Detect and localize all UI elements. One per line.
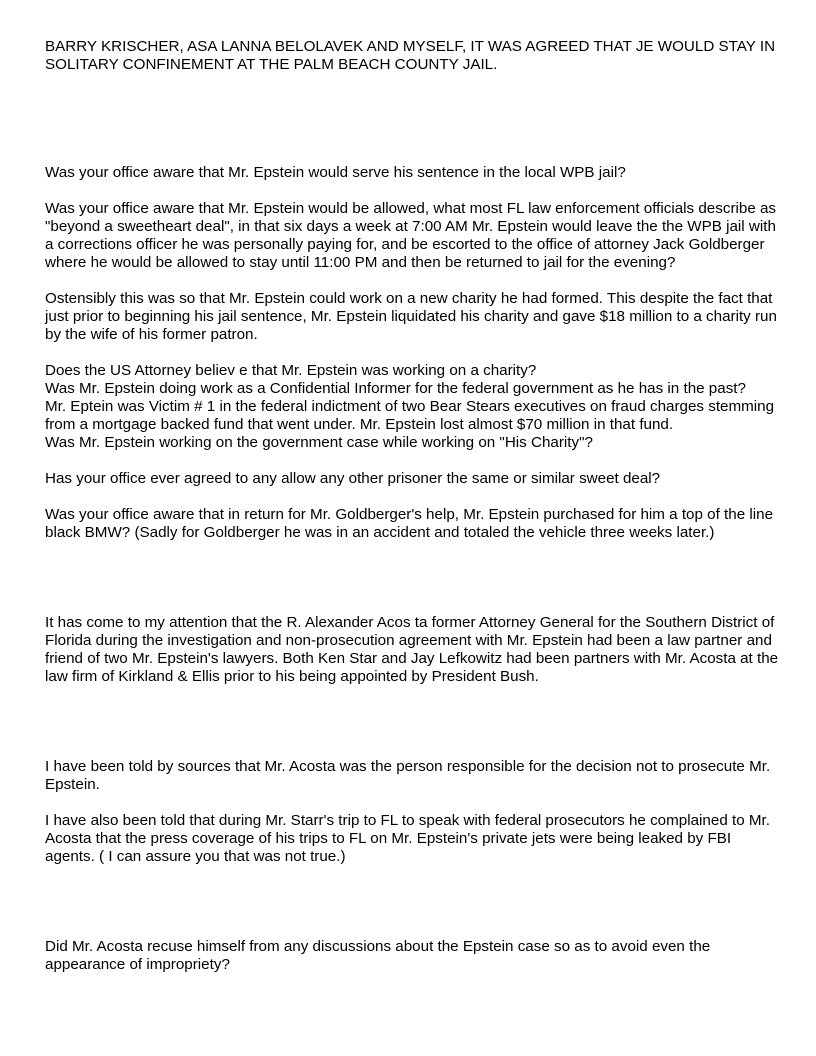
paragraph-question-informer: Was Mr. Epstein doing work as a Confidential Informer for the federal government as he has in the past? <box>45 380 746 397</box>
paragraph-acosta: It has come to my attention that the R. Alexander Acos ta former Attorney General for the Southern District of Florida during the investigation and non-prosecution agreement with Mr. Epstein had been a law partner and friend of two Mr. Epstein's lawyers. Both Ken Star and Jay Lefkowitz had been partners with Mr. Acosta at the law firm of Kirkland & Ellis prior to his being appointed by President Bush. <box>45 614 779 685</box>
paragraph-question-sweetheart-deal: Was your office aware that Mr. Epstein would be allowed, what most FL law enforcement officials describe as "beyond a sweetheart deal", in that six days a week at 7:00 AM Mr. Epstein would leave the the WPB jail with a corrections officer he was personally paying for, and be escorted to the office of attorney Jack Goldberger where he would be allowed to stay until 11:00 PM and then be returned to jail for the evening? <box>45 200 777 271</box>
spacer <box>45 542 780 614</box>
paragraph-charity: Ostensibly this was so that Mr. Epstein could work on a new charity he had formed. This despite the fact that just prior to beginning his jail sentence, Mr. Epstein liquidated his charity and gave $18 million to a charity run by the wife of his former patron. <box>45 290 777 343</box>
paragraph-victim: Mr. Eptein was Victim # 1 in the federal indictment of two Bear Stears executives on fraud charges stemming from a mortgage backed fund that went under. Mr. Epstein lost almost $70 million in that fund. <box>45 398 775 433</box>
spacer <box>45 686 780 758</box>
spacer <box>45 452 780 470</box>
spacer <box>45 272 780 290</box>
spacer <box>45 74 780 164</box>
paragraph-question-bmw: Was your office aware that in return for Mr. Goldberger's help, Mr. Epstein purchased for him a top of the line black BMW? (Sadly for Goldberger he was in an accident and totaled the vehicle three weeks later.) <box>45 506 774 541</box>
spacer <box>45 488 780 506</box>
spacer <box>45 344 780 362</box>
spacer <box>45 866 780 938</box>
paragraph-agreement: BARRY KRISCHER, ASA LANNA BELOLAVEK AND MYSELF, IT WAS AGREED THAT JE WOULD STAY IN SOLITARY CONFINEMENT AT THE PALM BEACH COUNTY JAIL. <box>45 38 776 73</box>
spacer <box>45 182 780 200</box>
document-page <box>45 38 780 974</box>
paragraph-question-recuse: Did Mr. Acosta recuse himself from any discussions about the Epstein case so as to avoid even the appearance of impropriety? <box>45 938 711 973</box>
paragraph-question-other-prisoner: Has your office ever agreed to any allow any other prisoner the same or similar sweet deal? <box>45 470 661 487</box>
paragraph-question-charity: Does the US Attorney believ e that Mr. Epstein was working on a charity? <box>45 362 537 379</box>
paragraph-sources: I have been told by sources that Mr. Acosta was the person responsible for the decision not to prosecute Mr. Epstein. <box>45 758 771 793</box>
paragraph-question-government-case: Was Mr. Epstein working on the government case while working on "His Charity"? <box>45 434 593 451</box>
spacer <box>45 794 780 812</box>
paragraph-starr-trip: I have also been told that during Mr. Starr's trip to FL to speak with federal prosecutors he complained to Mr. Acosta that the press coverage of his trips to FL on Mr. Epstein's private jets were being leaked by FBI agents. ( I can assure you that was not true.) <box>45 812 770 865</box>
paragraph-question-jail: Was your office aware that Mr. Epstein would serve his sentence in the local WPB jail? <box>45 164 626 181</box>
